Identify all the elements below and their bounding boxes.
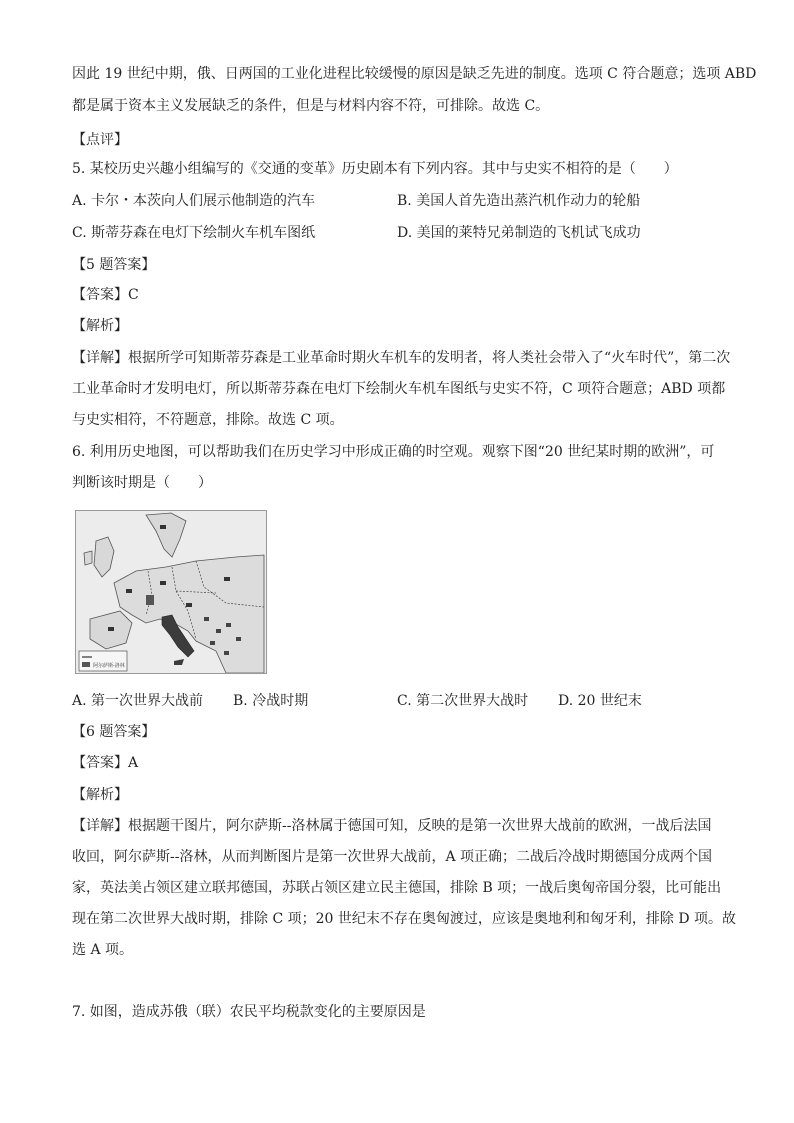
q7-stem: 7. 如图，造成苏俄（联）农民平均税款变化的主要原因是 [72,1004,426,1020]
q5-detail-line-1: 【详解】根据所学可知斯蒂芬森是工业革命时期火车机车的发明者，将人类社会带入了“火车时代”，第二次 [72,350,731,366]
q5-answer: 【答案】C [72,287,139,303]
prev-answer-line-1: 因此 19 世纪中期，俄、日两国的工业化进程比较缓慢的原因是缺乏先进的制度。选项 C 符合题意；选项 ABD [72,66,757,82]
q5-stem: 5. 某校历史兴趣小组编写的《交通的变革》历史剧本有下列内容。其中与史实不相符的是（ ） [72,161,678,177]
q6-option-d: D. 20 世纪末 [558,693,642,709]
q6-answer-header: 【6 题答案】 [72,724,156,740]
q6-detail-line-5: 选 A 项。 [72,942,134,958]
q5-answer-header: 【5 题答案】 [72,257,156,273]
comment-label: 【点评】 [72,132,128,148]
q5-option-c: C. 斯蒂芬森在电灯下绘制火车机车图纸 [72,225,316,241]
q6-detail-line-2: 收回，阿尔萨斯--洛林，从而判断图片是第一次世界大战前，A 项正确；二战后冷战时期德国分成两个国 [72,849,713,865]
q6-detail-line-3: 家，英法美占领区建立联邦德国，苏联占领区建立民主德国，排除 B 项；一战后奥匈帝国分裂，比可能出 [72,880,722,896]
q6-option-a: A. 第一次世界大战前 [72,693,204,709]
q6-answer: 【答案】A [72,755,139,771]
q6-detail-line-1: 【详解】根据题干图片，阿尔萨斯--洛林属于德国可知，反映的是第一次世界大战前的欧洲，一战后法国 [72,818,712,834]
q5-detail-line-2: 工业革命时才发明电灯，所以斯蒂芬森在电灯下绘制火车机车图纸与史实不符，C 项符合题意；ABD 项都 [72,381,726,397]
map-legend-label: 阿尔萨斯-洛林 [93,663,125,669]
q6-stem-line-2: 判断该时期是（ ） [72,475,212,491]
q5-option-d: D. 美国的莱特兄弟制造的飞机试飞成功 [397,225,641,241]
q6-stem-line-1: 6. 利用历史地图，可以帮助我们在历史学习中形成正确的时空观。观察下图“20 世纪某时期的欧洲”，可 [72,444,715,460]
q5-analysis-label: 【解析】 [72,318,128,334]
q5-option-b: B. 美国人首先造出蒸汽机作动力的轮船 [397,193,641,209]
prev-answer-line-2: 都是属于资本主义发展缺乏的条件，但是与材料内容不符，可排除。故选 C。 [72,98,550,114]
q6-analysis-label: 【解析】 [72,787,128,803]
europe-map-image [75,510,267,674]
q5-detail-line-3: 与史实相符，不符题意，排除。故选 C 项。 [72,412,344,428]
q6-option-c: C. 第二次世界大战时 [397,693,529,709]
q5-option-a: A. 卡尔・本茨向人们展示他制造的汽车 [72,193,316,209]
q6-detail-line-4: 现在第二次世界大战时期，排除 C 项；20 世纪末不存在奥匈渡过，应该是奥地利和匈牙利，排除 D 项。故 [72,911,736,927]
q6-option-b: B. 冷战时期 [233,693,309,709]
